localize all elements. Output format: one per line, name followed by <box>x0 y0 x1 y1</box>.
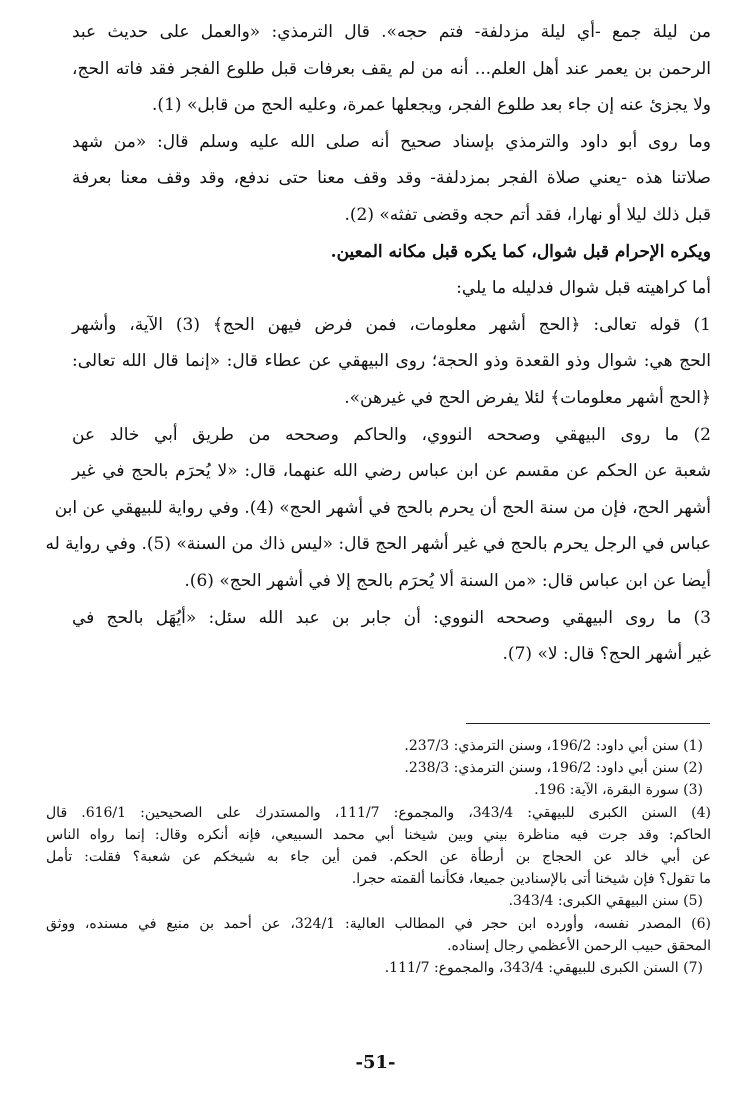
text-line: الرحمن بن يعمر عند أهل العلم... أنه من لم يقف بعرفات قبل طلوع الفجر فقد فاته الحج، <box>72 58 711 79</box>
text-line: وما روى أبو داود والترمذي بإسناد صحيح أنه صلى الله عليه وسلم قال: «من شهد <box>72 131 711 152</box>
footnote-line: (1) سنن أبي داود: 196/2، وسنن الترمذي: 237/3. <box>404 738 703 754</box>
footnote-line: الحاكم: وقد جرت فيه مناظرة بيني وبين شيخنا أبي محمد السبيعي، فإنه أنكره وقال: إنما رواه الناس <box>46 826 711 843</box>
text-line: أما كراهيته قبل شوال فدليله ما يلي: <box>456 278 711 299</box>
text-line: 3) ما روى البيهقي وصححه النووي: أن جابر بن عبد الله سئل: «أيُهَل بالحج في <box>72 607 711 628</box>
text-line: غير أشهر الحج؟ قال: لا» (7). <box>502 644 711 665</box>
footnote-line: عن أبي خالد عن الحجاج بن أرطأة عن الحكم. فمن أين جاء به شيخكم عن شعبة؟ فقلت: تأمل <box>46 848 711 865</box>
footnote-separator <box>466 723 710 724</box>
footnote-line: ما تقول؟ فإن شيخنا أتى بالإسنادين جميعا، فكأنما ألقمته حجرا. <box>351 871 711 888</box>
text-line: عباس في الرجل يحرم بالحج في غير أشهر الحج قال: «ليس ذاك من السنة» (5). وفي رواية له <box>45 534 711 555</box>
text-line: ﴿الحج أشهر معلومات﴾ لئلا يفرض الحج في غيرهن». <box>344 387 711 408</box>
text-line: أشهر الحج، فإن من سنة الحج أن يحرم بالحج في أشهر الحج» (4). وفي رواية للبيهقي عن ابن <box>54 497 711 518</box>
text-line: ولا يجزئ عنه إن جاء بعد طلوع الفجر، ويجعلها عمرة، وعليه الحج من قابل» (1). <box>152 95 711 116</box>
text-line: أيضا عن ابن عباس قال: «من السنة ألا يُحرَم بالحج إلا في أشهر الحج» (6). <box>184 570 711 591</box>
footnote-line: المحقق حبيب الرحمن الأعظمي رجال إسناده. <box>447 937 711 954</box>
section-heading-line: ويكره الإحرام قبل شوال، كما يكره قبل مكانه المعين. <box>330 241 711 262</box>
text-line: 2) ما روى البيهقي وصححه النووي، والحاكم وصححه من طريق أبي خالد عن <box>72 424 711 445</box>
text-line: صلاتنا هذه -يعني صلاة الفجر بمزدلفة- وقد وقف معنا حتى ندفع، وقد وقف معنا بعرفة <box>72 168 711 189</box>
main-text-block <box>45 14 711 673</box>
footnote-line: (6) المصدر نفسه، وأورده ابن حجر في المطالب العالية: 324/1، عن أحمد بن منيع في مسنده، ووثق <box>46 915 711 932</box>
text-line: 1) قوله تعالى: ﴿الحج أشهر معلومات، فمن فرض فيهن الحج﴾ (3) الآية، وأشهر <box>72 314 711 335</box>
text-line: الحج هي: شوال وذو القعدة وذو الحجة؛ روى البيهقي عن عطاء قال: «إنما قال الله تعالى: <box>72 351 711 372</box>
footnote-line: (7) السنن الكبرى للبيهقي: 343/4، والمجموع: 111/7. <box>384 959 703 976</box>
footnotes-block <box>46 735 711 979</box>
page-number: -51- <box>355 1052 396 1073</box>
text-line: شعبة عن الحكم عن مقسم عن ابن عباس رضي الله عنهما، قال: «لا يُحرَم بالحج في غير <box>72 461 711 482</box>
footnote-line: (5) سنن البيهقي الكبرى: 343/4. <box>508 893 703 910</box>
footnote-line: (3) سورة البقرة، الآية: 196. <box>534 782 703 799</box>
text-line: من ليلة جمع -أي ليلة مزدلفة- فتم حجه». قال الترمذي: «والعمل على حديث عبد <box>72 22 711 42</box>
footnote-line: (4) السنن الكبرى للبيهقي: 343/4، والمجموع: 111/7، والمستدرك على الصحيحين: 616/1. قال <box>46 804 711 821</box>
text-line: قبل ذلك ليلا أو نهارا، فقد أتم حجه وقضى تفثه» (2). <box>344 204 711 225</box>
footnote-line: (2) سنن أبي داود: 196/2، وسنن الترمذي: 238/3. <box>404 760 703 777</box>
